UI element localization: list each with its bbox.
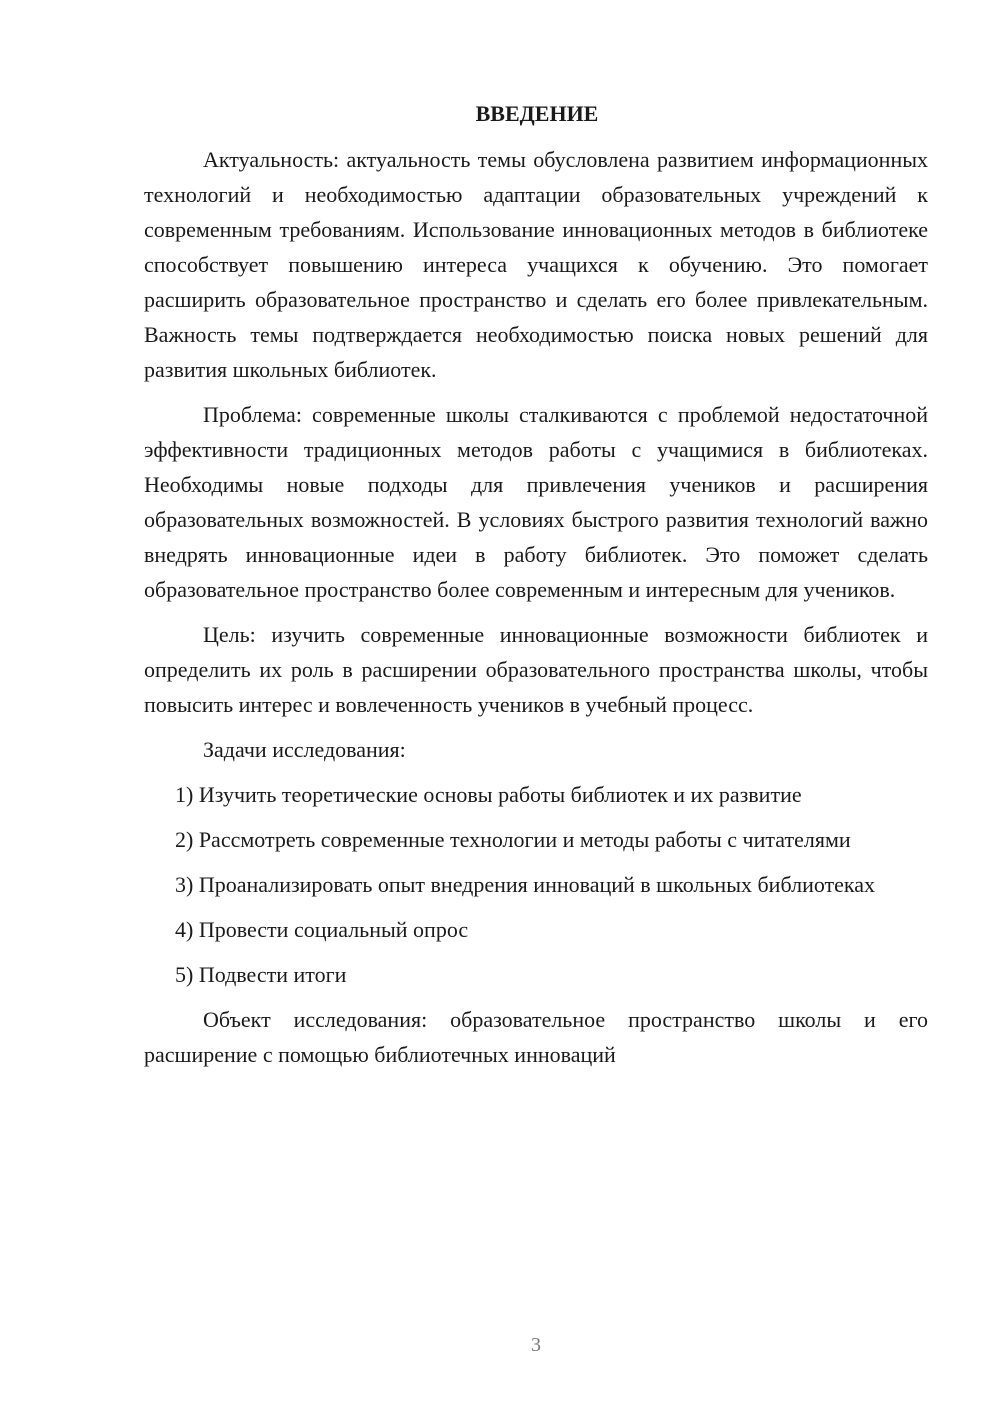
task-item: 3) Проанализировать опыт внедрения инноваций в школьных библиотеках bbox=[175, 872, 876, 897]
paragraph-relevance: Актуальность: актуальность темы обусловлена развитием информационных технологий и необходимостью адаптации образовательных учреждений к современным требованиям. Использование инновационных методов в библиотеке способствует повышению интереса учащихся к обучению. Это помогает расширить образовательное пространство и сделать его более привлекательным. Важность темы подтверждается необходимостью поиска новых решений для развития школьных библиотек. bbox=[144, 147, 928, 382]
page-title: ВВЕДЕНИЕ bbox=[475, 101, 599, 126]
document-page bbox=[144, 96, 928, 1082]
paragraph-object: Объект исследования: образовательное пространство школы и его расширение с помощью библиотечных инноваций bbox=[144, 1007, 928, 1067]
task-item: 1) Изучить теоретические основы работы библиотек и их развитие bbox=[175, 782, 802, 807]
task-item: 5) Подвести итоги bbox=[175, 962, 347, 987]
page-number: 3 bbox=[531, 1334, 541, 1356]
task-item: 2) Рассмотреть современные технологии и методы работы с читателями bbox=[175, 827, 851, 852]
tasks-header: Задачи исследования: bbox=[203, 737, 406, 762]
task-item: 4) Провести социальный опрос bbox=[175, 917, 469, 942]
paragraph-problem: Проблема: современные школы сталкиваются с проблемой недостаточной эффективности традиционных методов работы с учащимися в библиотеках. Необходимы новые подходы для привлечения учеников и расширения образовательных возможностей. В условиях быстрого развития технологий важно внедрять инновационные идеи в работу библиотек. Это поможет сделать образовательное пространство более современным и интересным для учеников. bbox=[144, 402, 928, 602]
paragraph-goal: Цель: изучить современные инновационные возможности библиотек и определить их роль в расширении образовательного пространства школы, чтобы повысить интерес и вовлеченность учеников в учебный процесс. bbox=[144, 622, 928, 717]
